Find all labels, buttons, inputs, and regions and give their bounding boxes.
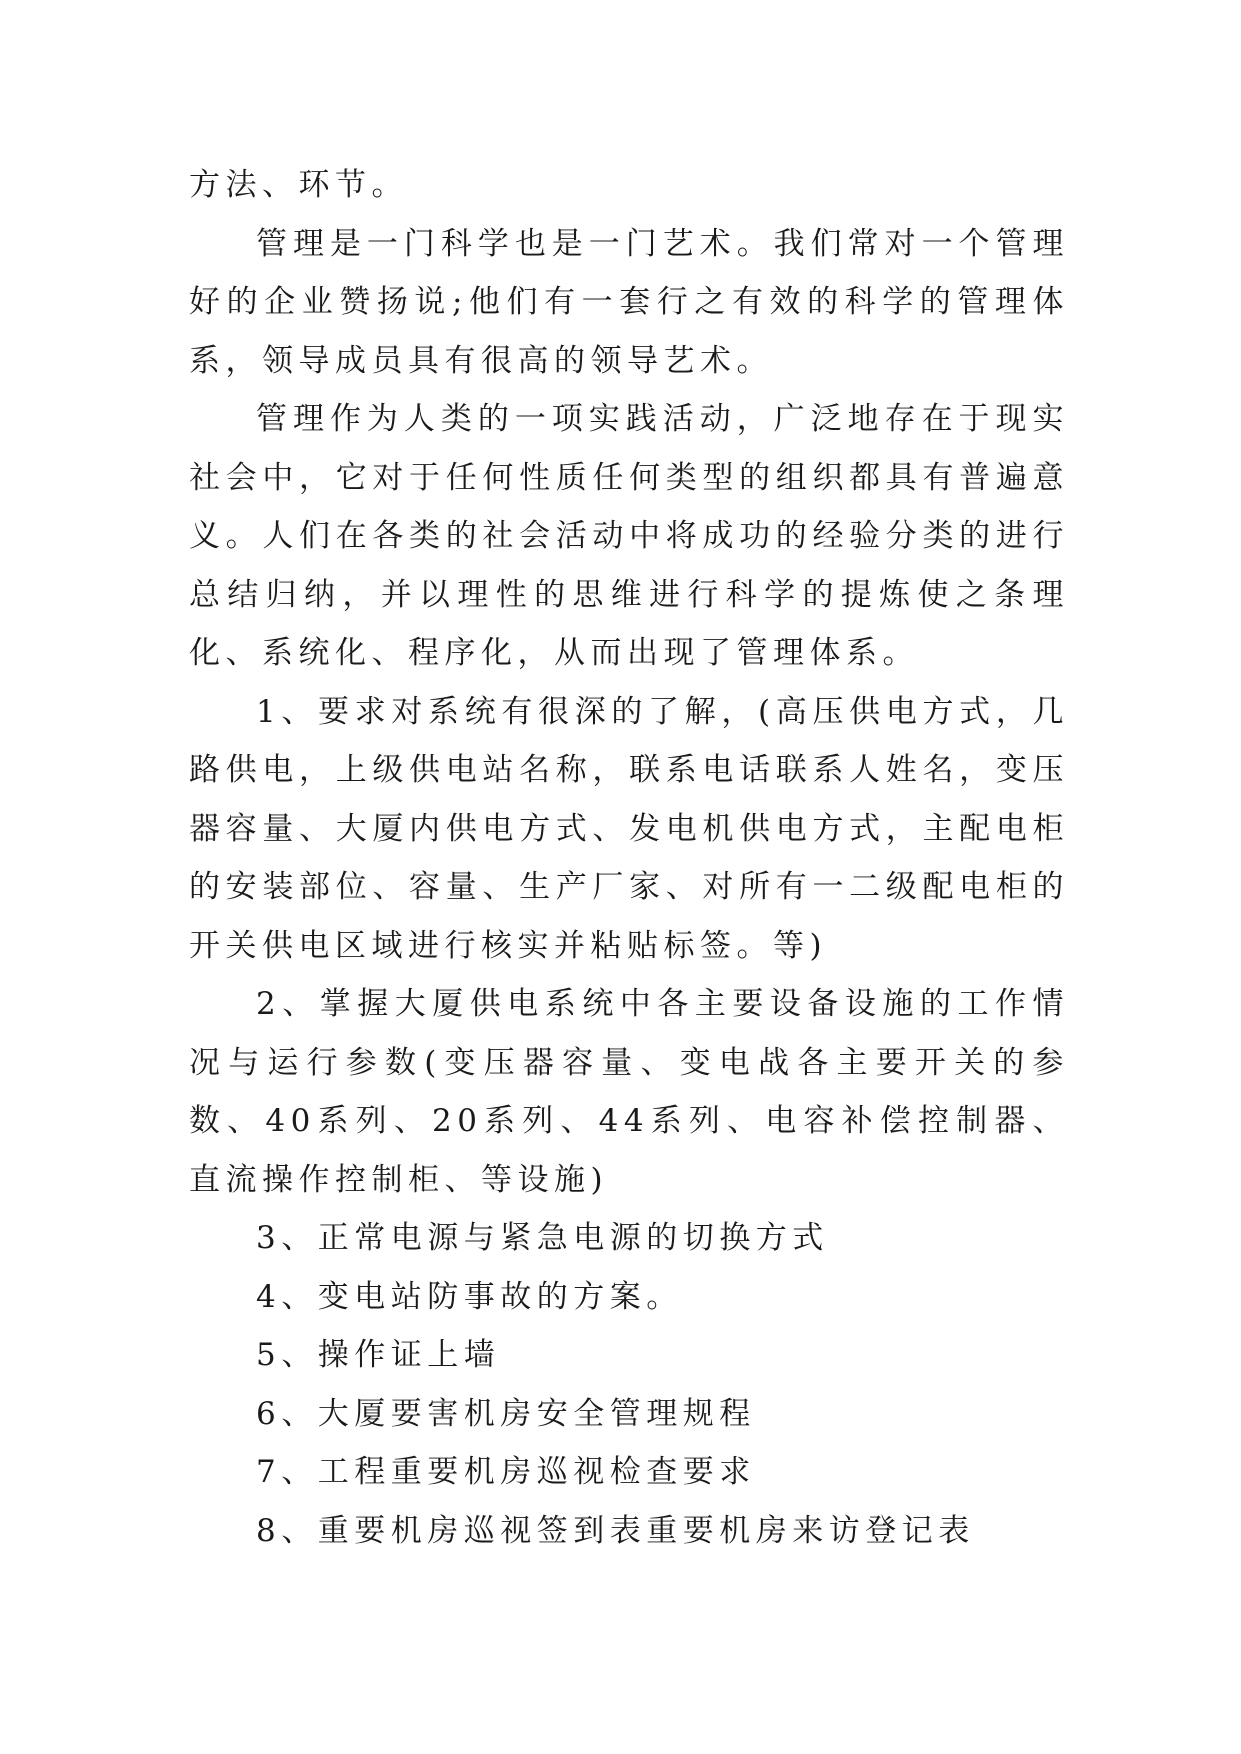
list-item-1: 1、要求对系统有很深的了解，(高压供电方式，几路供电，上级供电站名称，联系电话联系人姓名，变压器容量、大厦内供电方式、发电机供电方式，主配电柜的安装部位、容量、生产厂家、对所有一二级配电柜的开关供电区域进行核实并粘贴标签。等): [189, 693, 1069, 964]
list-item-6: 6、大厦要害机房安全管理规程: [256, 1395, 756, 1432]
document-body: [189, 156, 1069, 1560]
paragraph-management-practice: 管理作为人类的一项实践活动，广泛地存在于现实社会中，它对于任何性质任何类型的组织都具有普遍意义。人们在各类的社会活动中将成功的经验分类的进行总结归纳，并以理性的思维进行科学的提炼使之条理化、系统化、程序化，从而出现了管理体系。: [189, 401, 1069, 671]
list-item-5: 5、操作证上墙: [256, 1337, 501, 1373]
paragraph-management-science-art: 管理是一门科学也是一门艺术。我们常对一个管理好的企业赞扬说;他们有一套行之有效的科学的管理体系，领导成员具有很高的领导艺术。: [189, 225, 1069, 379]
paragraph-continuation: 方法、环节。: [189, 167, 408, 203]
list-item-4: 4、变电站防事故的方案。: [256, 1278, 683, 1315]
list-item-7: 7、工程重要机房巡视检查要求: [256, 1454, 756, 1490]
list-item-3: 3、正常电源与紧急电源的切换方式: [256, 1220, 829, 1256]
list-item-2: 2、掌握大厦供电系统中各主要设备设施的工作情况与运行参数(变压器容量、变电战各主要开关的参数、40系列、20系列、44系列、电容补偿控制器、直流操作控制柜、等设施): [189, 986, 1069, 1198]
list-item-8: 8、重要机房巡视签到表重要机房来访登记表: [256, 1512, 975, 1549]
